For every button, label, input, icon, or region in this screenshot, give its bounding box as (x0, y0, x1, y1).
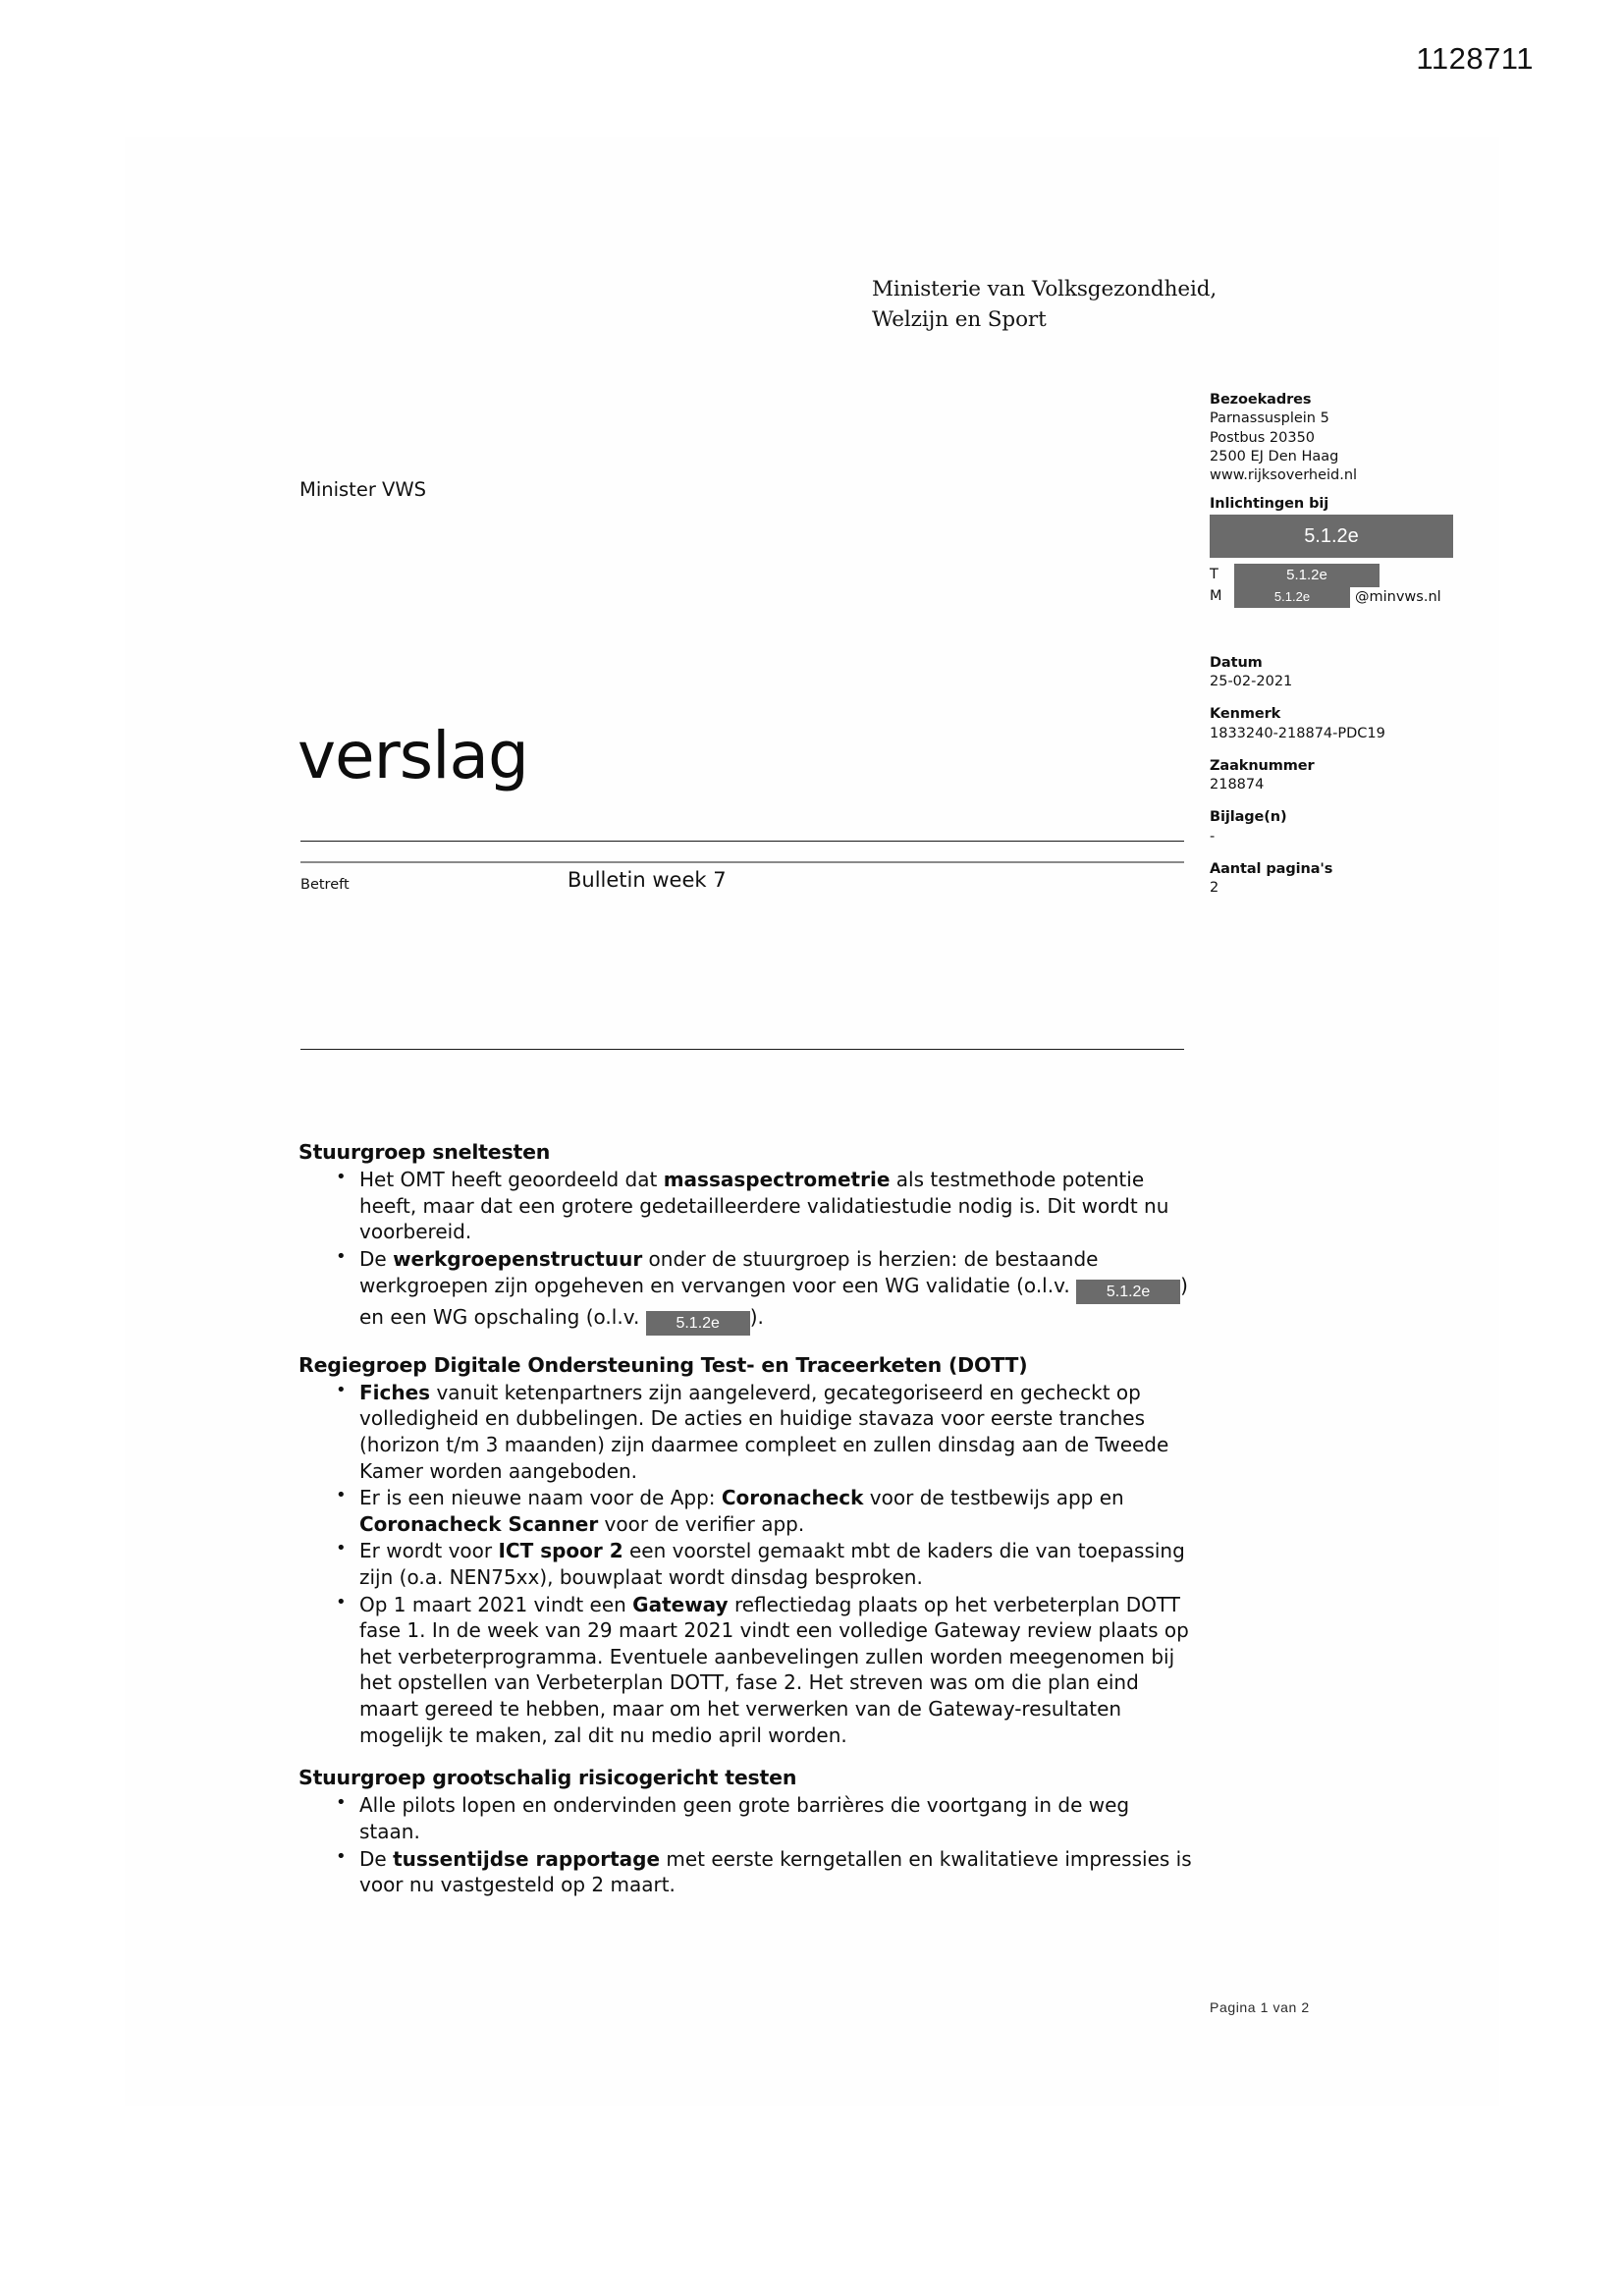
text-run: voor de testbewijs app en (863, 1486, 1124, 1510)
list-item (359, 1246, 1194, 1336)
section-heading: Stuurgroep grootschalig risicogericht testen (298, 1766, 797, 1790)
text-run: Er wordt voor (359, 1539, 499, 1563)
section-stuurgroep-sneltesten (298, 1139, 1194, 1336)
text-run: onder de stuurgroep is herzien: de bestaande werkgroepen zijn opgeheven en vervangen voor een WG validatie (o.l.v. (359, 1247, 1099, 1297)
text-run: met eerste kerngetallen en kwalitatieve impressies is voor nu vastgesteld op 2 maart. (359, 1846, 1192, 1897)
ministry-line-2: Welzijn en Sport (872, 306, 1047, 332)
text-run: reflectiedag plaats op het verbeterplan DOTT fase 1. In de week van 29 maart 2021 vindt een volledige Gateway review plaats op het verbeterprogramma. Eventuele aanbevelingen zullen worden meegenomen bij het opstellen van Verbeterplan DOTT, fase 2. Het streven was om die plan eind maart gereed te hebben, maar om het verwerken van de Gateway-resultaten mogelijk te maken, zal dit nu medio april worden. (359, 1592, 1189, 1747)
text-run-bold: Coronacheck (721, 1486, 864, 1510)
text-run: Op 1 maart 2021 vindt een (359, 1592, 633, 1616)
text-run: voor de verifier app. (598, 1511, 805, 1536)
ministry-wordmark (872, 275, 1217, 335)
attachment-label: Bijlage(n) (1210, 809, 1287, 826)
list-item (359, 1380, 1194, 1484)
text-run-bold: tussentijdse rapportage (393, 1846, 661, 1871)
contact-label: Inlichtingen bij (1210, 496, 1329, 513)
addressee: Minister VWS (299, 478, 427, 501)
text-run: als testmethode potentie heeft, maar dat een grotere gedetailleerdere validatiestudie nodig is. Dit wordt nu voorbereid. (359, 1168, 1169, 1244)
text-run: ) en een WG opschaling (o.l.v. (359, 1273, 1188, 1329)
mobile-row (1210, 587, 1455, 609)
case-number-label: Zaaknummer (1210, 757, 1315, 774)
list-item (359, 1846, 1194, 1898)
divider-above-subject (300, 841, 1184, 842)
text-run: ). (749, 1304, 764, 1329)
inline-redaction: 5.1.2e (1076, 1280, 1180, 1304)
text-run: Het OMT heeft geoordeeld dat (359, 1168, 664, 1192)
visit-address-line-1: Parnassusplein 5 (1210, 410, 1329, 427)
reference-value: 1833240-218874-PDC19 (1210, 725, 1385, 741)
text-run-bold: Fiches (359, 1380, 431, 1404)
mobile-redaction: 5.1.2e (1234, 586, 1350, 608)
text-run-bold: Gateway (632, 1592, 729, 1616)
case-number-value: 218874 (1210, 777, 1265, 793)
list-item (359, 1485, 1194, 1537)
text-run: Alle pilots lopen en ondervinden geen grote barrières die voortgang in de weg staan. (359, 1793, 1130, 1844)
divider-subject-top (300, 861, 1184, 863)
section-regiegroep-dott (298, 1352, 1194, 1749)
document-body (298, 1139, 1194, 1915)
text-run: een voorstel gemaakt mbt de kaders die van toepassing zijn (o.a. NEN75xx), bouwplaat wordt dinsdag besproken. (359, 1539, 1185, 1590)
list-item (359, 1167, 1194, 1245)
visit-address-label: Bezoekadres (1210, 392, 1312, 408)
phone-row (1210, 566, 1455, 587)
list-item (359, 1792, 1194, 1844)
divider-subject-bottom (300, 1049, 1184, 1050)
document-meta-column (1210, 391, 1455, 899)
mail-domain: @minvws.nl (1355, 588, 1441, 605)
subject-label: Betreft (300, 877, 350, 893)
page-footer: Pagina 1 van 2 (1210, 1999, 1310, 2015)
text-run-bold: Coronacheck Scanner (359, 1511, 599, 1536)
page-title: verslag (298, 718, 528, 793)
website-url: www.rijksoverheid.nl (1210, 467, 1358, 484)
list-item (359, 1538, 1194, 1590)
date-label: Datum (1210, 654, 1263, 671)
bullet-list (298, 1792, 1194, 1897)
section-grootschalig-testen (298, 1765, 1194, 1898)
text-run: De (359, 1846, 394, 1871)
attachment-value: - (1210, 828, 1216, 845)
subject-value: Bulletin week 7 (568, 868, 727, 892)
ministry-line-1: Ministerie van Volksgezondheid, (872, 277, 1218, 301)
text-run-bold: massaspectrometrie (663, 1168, 891, 1192)
date-value: 25-02-2021 (1210, 673, 1293, 689)
section-heading: Stuurgroep sneltesten (298, 1140, 551, 1164)
text-run: vanuit ketenpartners zijn aangeleverd, gecategoriseerd en gecheckt op volledigheid en dubbelingen. De acties en huidige stavaza voor eerste tranches (horizon t/m 3 maanden) zijn daarmee compleet en zullen dinsdag aan de Tweede Kamer worden aangeboden. (359, 1380, 1169, 1483)
bullet-list (298, 1167, 1194, 1335)
visit-address-line-3: 2500 EJ Den Haag (1210, 448, 1339, 465)
inline-redaction: 5.1.2e (646, 1311, 750, 1336)
visit-address-line-2: Postbus 20350 (1210, 429, 1316, 446)
page-count-label: Aantal pagina's (1210, 860, 1333, 877)
mobile-label: M (1210, 587, 1222, 604)
text-run-bold: werkgroepenstructuur (393, 1247, 643, 1272)
text-run: De (359, 1247, 394, 1272)
reference-label: Kenmerk (1210, 706, 1281, 723)
phone-label: T (1210, 566, 1218, 582)
text-run-bold: ICT spoor 2 (498, 1539, 623, 1563)
phone-redaction: 5.1.2e (1234, 564, 1380, 587)
contact-name-redaction: 5.1.2e (1210, 515, 1453, 558)
text-run: Er is een nieuwe naam voor de App: (359, 1486, 722, 1510)
bullet-list (298, 1380, 1194, 1748)
scan-identifier: 1128711 (1416, 41, 1534, 76)
page-count-value: 2 (1210, 880, 1219, 897)
section-heading: Regiegroep Digitale Ondersteuning Test- en Traceerketen (DOTT) (298, 1352, 1028, 1377)
list-item (359, 1592, 1194, 1749)
